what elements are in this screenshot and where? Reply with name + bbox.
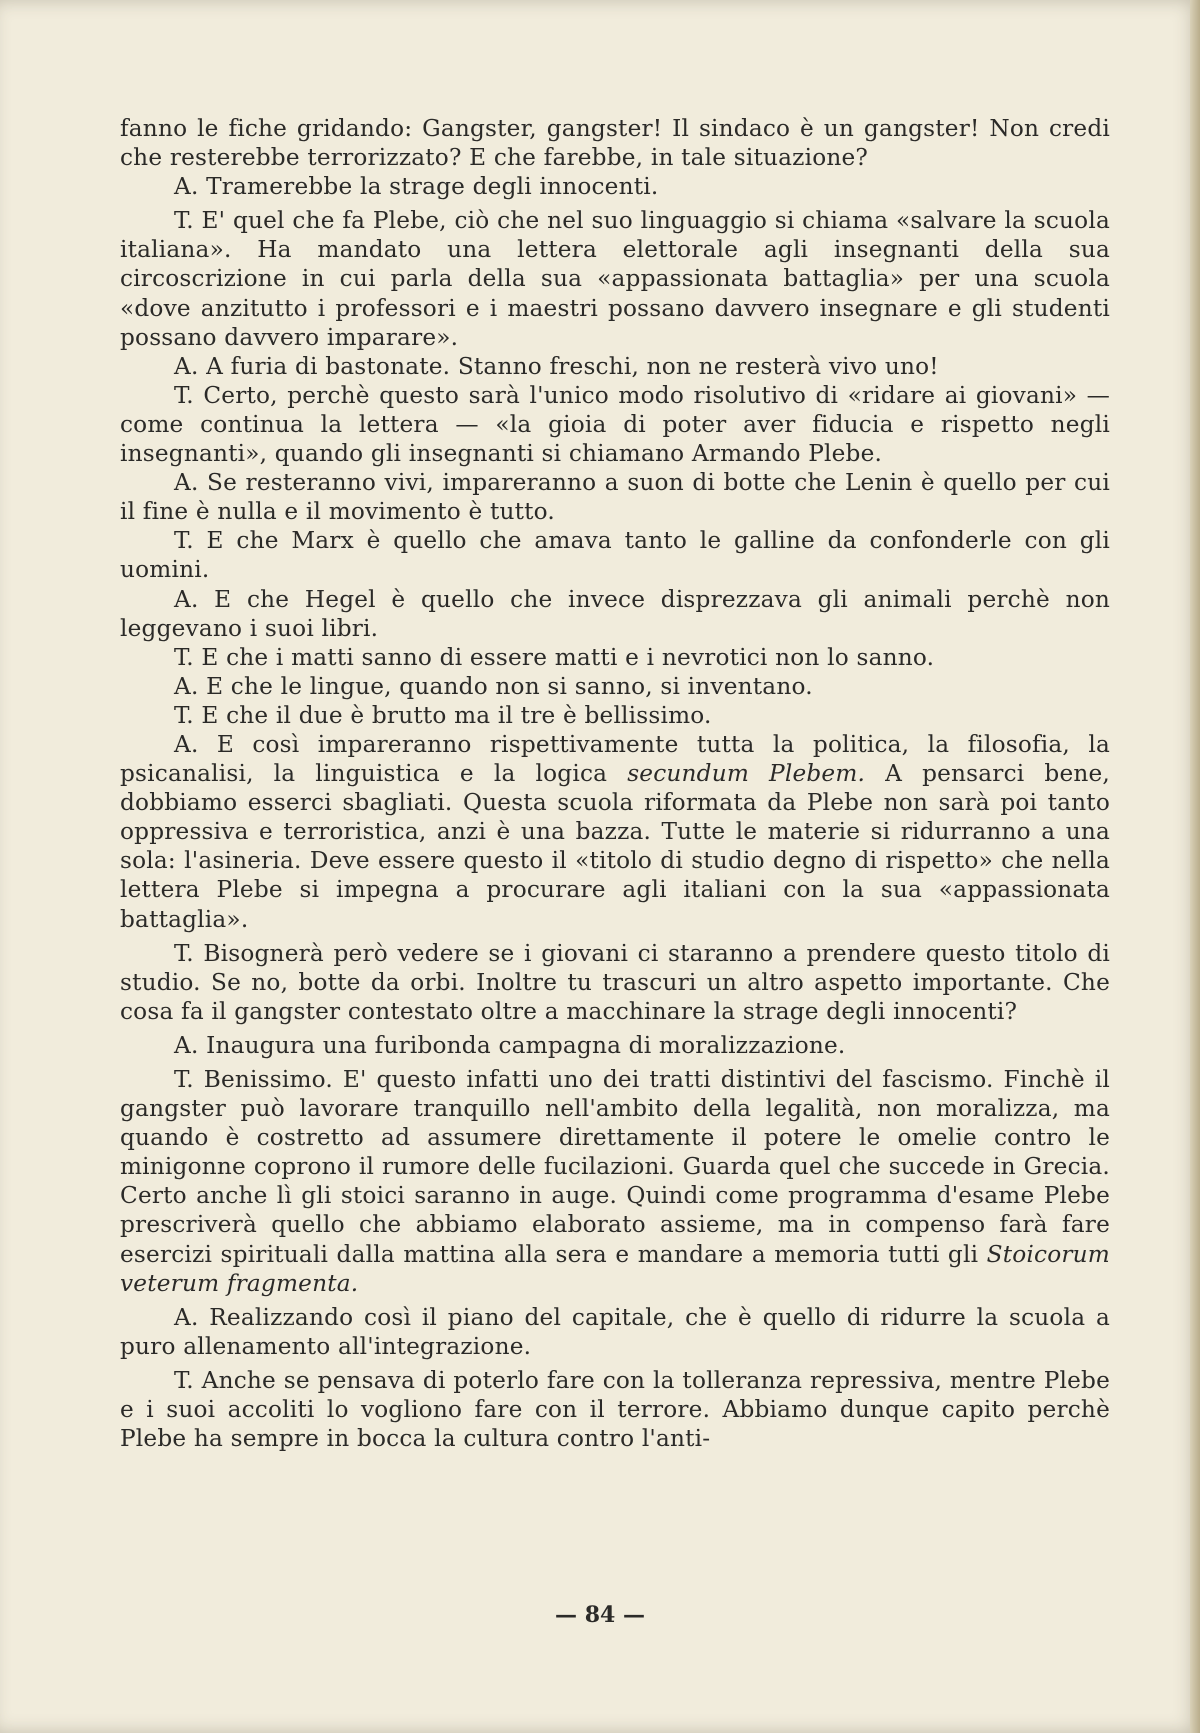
paragraph-5: T. Certo, perchè questo sarà l'unico modo risolutivo di «ridare ai giovani» — come continua la lettera — «la gioia di poter aver fiducia e rispetto negli insegnanti», quando gli insegnanti si chiamano Armando Plebe. (120, 381, 1110, 468)
paragraph-2: A. Tramerebbe la strage degli innocenti. (174, 173, 659, 201)
paragraph-12-end: A pensarci bene, dobbiamo esserci sbagliati. Questa scuola riformata da Plebe non sarà poi tanto oppressiva e terroristica, anzi è una bazza. Tutte le materie si ridurranno a una sola: l'asineria. Deve essere questo il «titolo di studio degno di rispetto» che nella lettera Plebe si impegna a procurare agli italiani con la sua «appassionata battaglia». (120, 760, 1110, 933)
paragraph-8: A. E che Hegel è quello che invece disprezzava gli animali perchè non leggevano i suoi libri. (120, 585, 1110, 642)
paragraph-9: T. E che i matti sanno di essere matti e i nevrotici non lo sanno. (174, 643, 935, 671)
paragraph-17: T. Anche se pensava di poterlo fare con la tolleranza repressiva, mentre Plebe e i suoi accoliti lo vogliono fare con il terrore. Abbiamo dunque capito perchè Plebe ha sempre in bocca la cultura contro l'anti- (120, 1366, 1110, 1453)
paragraph-15-italic: Stoicorum veterum fragmenta. (120, 1240, 1110, 1297)
paragraph-12-start: A. E così impareranno rispettivamente tutta la politica, la filosofia, la psicanalisi, la linguistica e la logica (120, 730, 1110, 788)
page-number: — 84 — (555, 1602, 645, 1628)
paragraph-1: fanno le fiche gridando: Gangster, gangster! Il sindaco è un gangster! Non credi che resterebbe terrorizzato? E che farebbe, in tale situazione? (120, 115, 1110, 172)
paragraph-4: A. A furia di bastonate. Stanno freschi, non ne resterà vivo uno! (174, 352, 939, 380)
paragraph-13: T. Bisognerà però vedere se i giovani ci staranno a prendere questo titolo di studio. Se no, botte da orbi. Inoltre tu trascuri un altro aspetto importante. Che cosa fa il gangster contestato oltre a macchinare la strage degli innocenti? (120, 939, 1110, 1025)
paragraph-16: A. Realizzando così il piano del capitale, che è quello di ridurre la scuola a puro allenamento all'integrazione. (120, 1303, 1110, 1360)
paragraph-14: A. Inaugura una furibonda campagna di moralizzazione. (174, 1031, 846, 1059)
paragraph-11: T. E che il due è brutto ma il tre è bellissimo. (174, 701, 712, 729)
paragraph-12 (120, 730, 1110, 934)
body-text (120, 114, 1110, 1453)
paragraph-12-italic: secundum Plebem. (627, 760, 866, 788)
page-edge (1190, 0, 1200, 1733)
paragraph-7: T. E che Marx è quello che amava tanto le galline da confonderle con gli uomini. (120, 527, 1110, 584)
paragraph-3: T. E' quel che fa Plebe, ciò che nel suo linguaggio si chiama «salvare la scuola italiana». Ha mandato una lettera elettorale agli insegnanti della sua circoscrizione in cui parla della sua «appassionata battaglia» per una scuola «dove anzitutto i professori e i maestri possano davvero insegnare e gli studenti possano davvero imparare». (120, 207, 1110, 351)
paragraph-6: A. Se resteranno vivi, impareranno a suon di botte che Lenin è quello per cui il fine è nulla e il movimento è tutto. (120, 469, 1110, 526)
paragraph-15-start: T. Benissimo. E' questo infatti uno dei tratti distintivi del fascismo. Finchè il gangster può lavorare tranquillo nell'ambito della legalità, non moralizza, ma quando è costretto ad assumere direttamente il potere le omelie contro le minigonne coprono il rumore delle fucilazioni. Guarda quel che succede in Grecia. Certo anche lì gli stoici saranno in auge. Quindi come programma d'esame Plebe prescriverà quello che abbiamo elaborato assieme, ma in compenso farà fare esercizi spirituali dalla mattina alla sera e mandare a memoria tutti gli (120, 1066, 1110, 1268)
paragraph-15 (120, 1065, 1110, 1298)
paragraph-10: A. E che le lingue, quando non si sanno, si inventano. (174, 672, 813, 700)
